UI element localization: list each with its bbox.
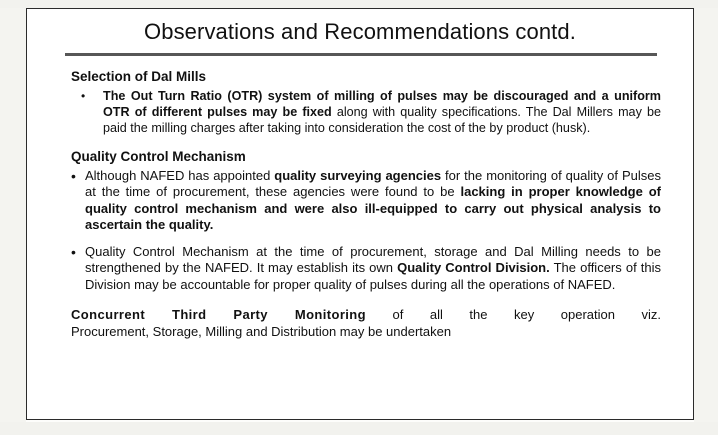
bullet-segment-bold: quality surveying agencies xyxy=(274,167,442,183)
bullet-marker: • xyxy=(71,243,76,260)
slide-body xyxy=(71,63,661,340)
scan-edge-bottom xyxy=(0,422,718,435)
bullet-segment-plain: Quality Control Mechanism at the time of procurement, storage and Dal Milling needs to be strengthened by the NAFED. It may establish its own xyxy=(85,243,661,276)
bullet-text xyxy=(103,88,661,137)
title-divider xyxy=(65,53,657,56)
bullet-segment-bold: The Out Turn Ratio (OTR) system of milling of pulses may be discouraged and a uniform OTR of different pulses may be fixed xyxy=(103,89,661,120)
bullet-marker: • xyxy=(71,167,76,184)
bullet-segment-plain: The officers of this Division may be accountable for proper quality of pulses during all the operations of NAFED. xyxy=(85,260,662,292)
bullet-text xyxy=(85,168,661,234)
bullet-segment-plain: along with quality specifications. The Dal Millers may be paid the milling charges after taking into consideration the cost of the by product (husk). xyxy=(103,105,661,136)
scan-edge-top xyxy=(0,0,718,8)
closing-line-1 xyxy=(71,306,661,323)
section-heading-selection-of-dal-mills: Selection of Dal Mills xyxy=(71,69,207,84)
closing-line-2: Procurement, Storage, Milling and Distribution may be undertaken xyxy=(71,324,452,340)
closing-rest-line-1: of all the key operation viz. xyxy=(366,307,661,323)
closing-lead: Concurrent Third Party Monitoring xyxy=(71,307,366,323)
bullet-item xyxy=(71,88,661,137)
bullet-item xyxy=(71,168,661,234)
bullet-segment-plain: Although NAFED has appointed xyxy=(85,167,275,183)
closing-paragraph xyxy=(71,306,661,340)
bullet-text xyxy=(85,244,661,294)
section-heading-quality-control-mechanism: Quality Control Mechanism xyxy=(71,148,246,164)
bullet-segment-bold: lacking in proper knowledge of quality control mechanism and were also ill-equipped to carry out physical analysis to ascertain the quality. xyxy=(85,184,661,233)
slide-title: Observations and Recommendations contd. xyxy=(144,19,576,44)
bullet-segment-bold: Quality Control Division. xyxy=(397,260,550,276)
bullet-marker: • xyxy=(81,89,86,103)
scan-edge-left xyxy=(0,0,26,435)
bullet-segment-plain: for the monitoring of quality of Pulses at the time of procurement, these agencies were found to be xyxy=(85,167,661,200)
slide-frame xyxy=(26,8,694,420)
scan-edge-right xyxy=(694,0,718,435)
bullet-item xyxy=(71,244,661,294)
